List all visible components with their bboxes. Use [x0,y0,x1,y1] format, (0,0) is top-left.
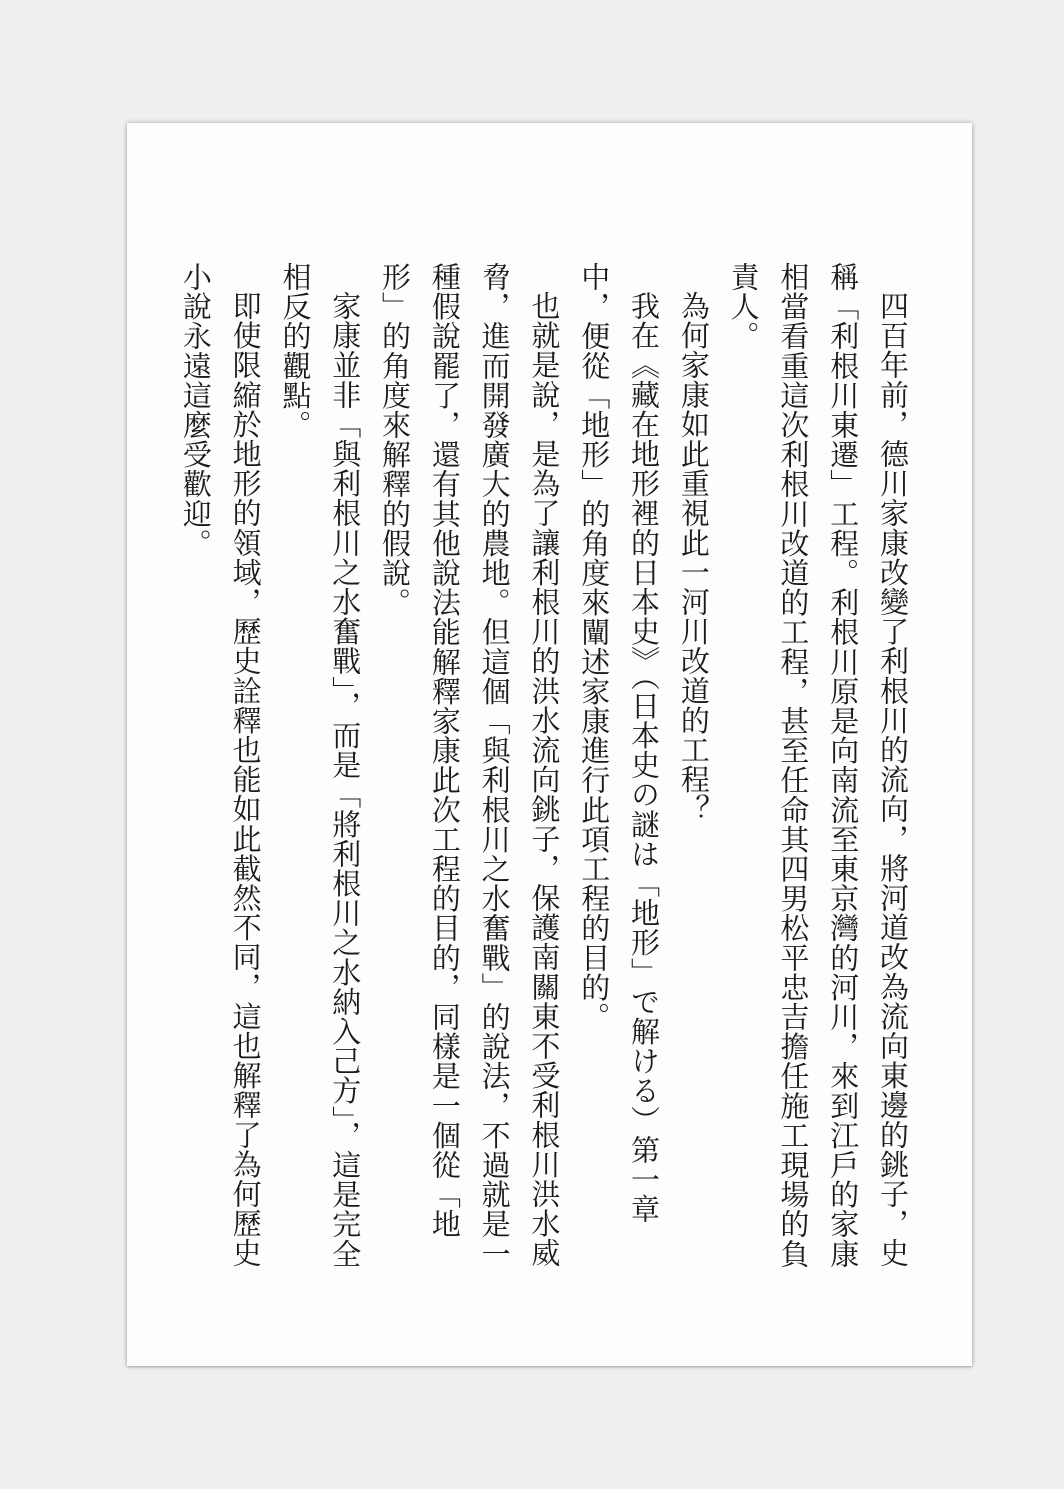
book-page [127,123,972,1366]
paragraph-1: 四百年前，德川家康改變了利根川的流向，將河道改為流向東邊的銚子，史稱「利根川東遷」工程。利根川原是向南流至東京灣的河川，來到江戶的家康相當看重這次利根川改道的工程，甚至任命其四男松平忠吉擔任施工現場的負責人。 [726,262,910,1269]
paragraph-2: 為何家康如此重視此一河川改道的工程？ [676,291,711,824]
paragraph-4: 也就是說，是為了讓利根川的洪水流向銚子，保護南關東不受利根川洪水威脅，進而開發廣大的農地。但這個「與利根川之水奮戰」的說法，不過就是一種假說罷了，還有其他說法能解釋家康此次工程的目的，同樣是一個從「地形」的角度來解釋的假說。 [378,262,562,1269]
page-text-body [178,262,917,1282]
paragraph-5: 家康並非「與利根川之水奮戰」，而是「將利根川之水納入己方」，這是完全相反的觀點。 [278,262,363,1269]
paragraph-6: 即使限縮於地形的領域，歷史詮釋也能如此截然不同，這也解釋了為何歷史小說永遠這麼受歡迎。 [178,262,263,1268]
paragraph-3: 我在《藏在地形裡的日本史》（日本史の謎は「地形」で解ける）第一章中，便從「地形」的角度來闡述家康進行此項工程的目的。 [577,262,662,1224]
